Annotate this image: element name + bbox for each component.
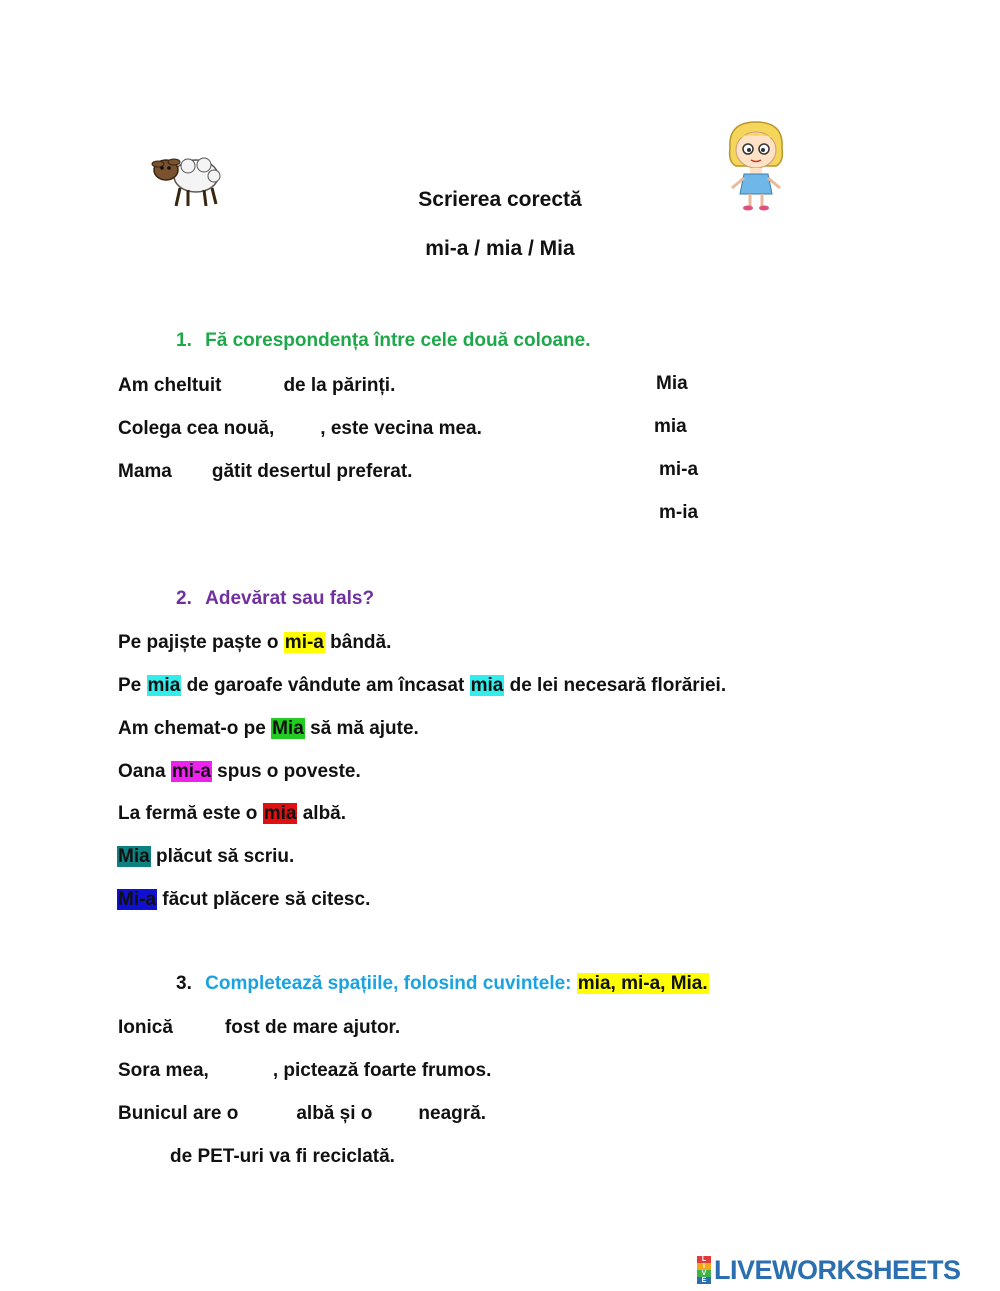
section1-text: Fă corespondența între cele două coloane. — [205, 330, 591, 351]
tf-sentence[interactable] — [118, 630, 391, 656]
tf-sentence[interactable] — [118, 801, 346, 827]
highlighted-word: mia — [263, 803, 297, 824]
highlighted-word: Mi-a — [118, 889, 156, 910]
section1-number: 1. — [176, 330, 192, 351]
match-option[interactable]: mia — [654, 416, 687, 437]
page-title: Scrierea corectă — [418, 188, 582, 211]
badge-letter: V — [697, 1270, 711, 1277]
match-option[interactable]: mi-a — [659, 459, 699, 480]
line-text: Bunicul are o — [118, 1103, 239, 1124]
sentence-text: să mă ajute. — [310, 718, 419, 739]
section3-text: Completează spațiile, folosind cuvintele: — [205, 973, 572, 994]
page-subtitle: mi-a / mia / Mia — [425, 237, 575, 260]
sentence-text: Oana — [118, 761, 166, 782]
highlighted-word: Mia — [118, 846, 150, 867]
section2-heading — [176, 588, 374, 610]
highlighted-word: Mia — [272, 718, 304, 739]
row-right-text: , este vecina mea. — [320, 418, 482, 439]
tf-sentence[interactable] — [118, 759, 361, 785]
brand-name: LIVEWORKSHEETS — [714, 1254, 961, 1285]
section3-heading — [176, 973, 709, 995]
section3-number: 3. — [176, 973, 192, 994]
row-right-text: gătit desertul preferat. — [211, 461, 413, 482]
fill-line — [118, 1058, 491, 1084]
sentence-text: de garoafe vândute am încasat — [186, 675, 465, 696]
line-text: , pictează foarte frumos. — [272, 1060, 492, 1081]
line-text: Ionică — [118, 1017, 173, 1038]
word-bank: mia, mi-a, Mia. — [577, 973, 708, 994]
sentence-text: Am chemat-o pe — [118, 718, 266, 739]
sentence-text: bândă. — [330, 632, 392, 653]
section1-row — [118, 373, 395, 399]
brand-badge-icon — [697, 1256, 711, 1284]
tf-sentence[interactable] — [118, 887, 370, 913]
line-text: Sora mea, — [118, 1060, 209, 1081]
fill-line — [118, 1144, 395, 1170]
highlighted-word: mia — [147, 675, 181, 696]
fill-line — [118, 1015, 400, 1041]
tf-sentence[interactable] — [118, 716, 419, 742]
badge-letter: I — [697, 1263, 711, 1270]
highlighted-word: mia — [470, 675, 504, 696]
sentence-text: de lei necesară florăriei. — [509, 675, 727, 696]
highlighted-word: mi-a — [171, 761, 211, 782]
tf-sentence[interactable] — [118, 673, 726, 699]
badge-letter: E — [697, 1277, 711, 1284]
highlighted-word: mi-a — [284, 632, 324, 653]
tf-sentence[interactable] — [118, 844, 294, 870]
row-left-text: Mama — [118, 461, 172, 482]
sentence-text: plăcut să scriu. — [155, 846, 295, 867]
sentence-text: La fermă este o — [118, 803, 258, 824]
sentence-text: spus o poveste. — [217, 761, 361, 782]
sentence-text: albă. — [302, 803, 347, 824]
line-text: albă și o — [296, 1103, 373, 1124]
line-text: fost de mare ajutor. — [224, 1017, 401, 1038]
section2-number: 2. — [176, 588, 192, 609]
sentence-text: Pe pajiște paște o — [118, 632, 279, 653]
match-option[interactable]: Mia — [656, 373, 688, 394]
badge-letter: L — [697, 1256, 711, 1263]
section1-heading — [176, 330, 591, 352]
section2-text: Adevărat sau fals? — [205, 588, 375, 609]
sentence-text: făcut plăcere să citesc. — [162, 889, 371, 910]
section1-row — [118, 416, 482, 442]
match-option[interactable]: m-ia — [659, 502, 699, 523]
line-text: de PET-uri va fi reciclată. — [170, 1146, 395, 1167]
section1-row — [118, 459, 412, 485]
sentence-text: Pe — [118, 675, 142, 696]
row-left-text: Colega cea nouă, — [118, 418, 275, 439]
liveworksheets-logo[interactable] — [697, 1254, 961, 1286]
row-right-text: de la părinți. — [283, 375, 396, 396]
fill-line — [118, 1101, 486, 1127]
row-left-text: Am cheltuit — [118, 375, 222, 396]
line-text: neagră. — [418, 1103, 486, 1124]
